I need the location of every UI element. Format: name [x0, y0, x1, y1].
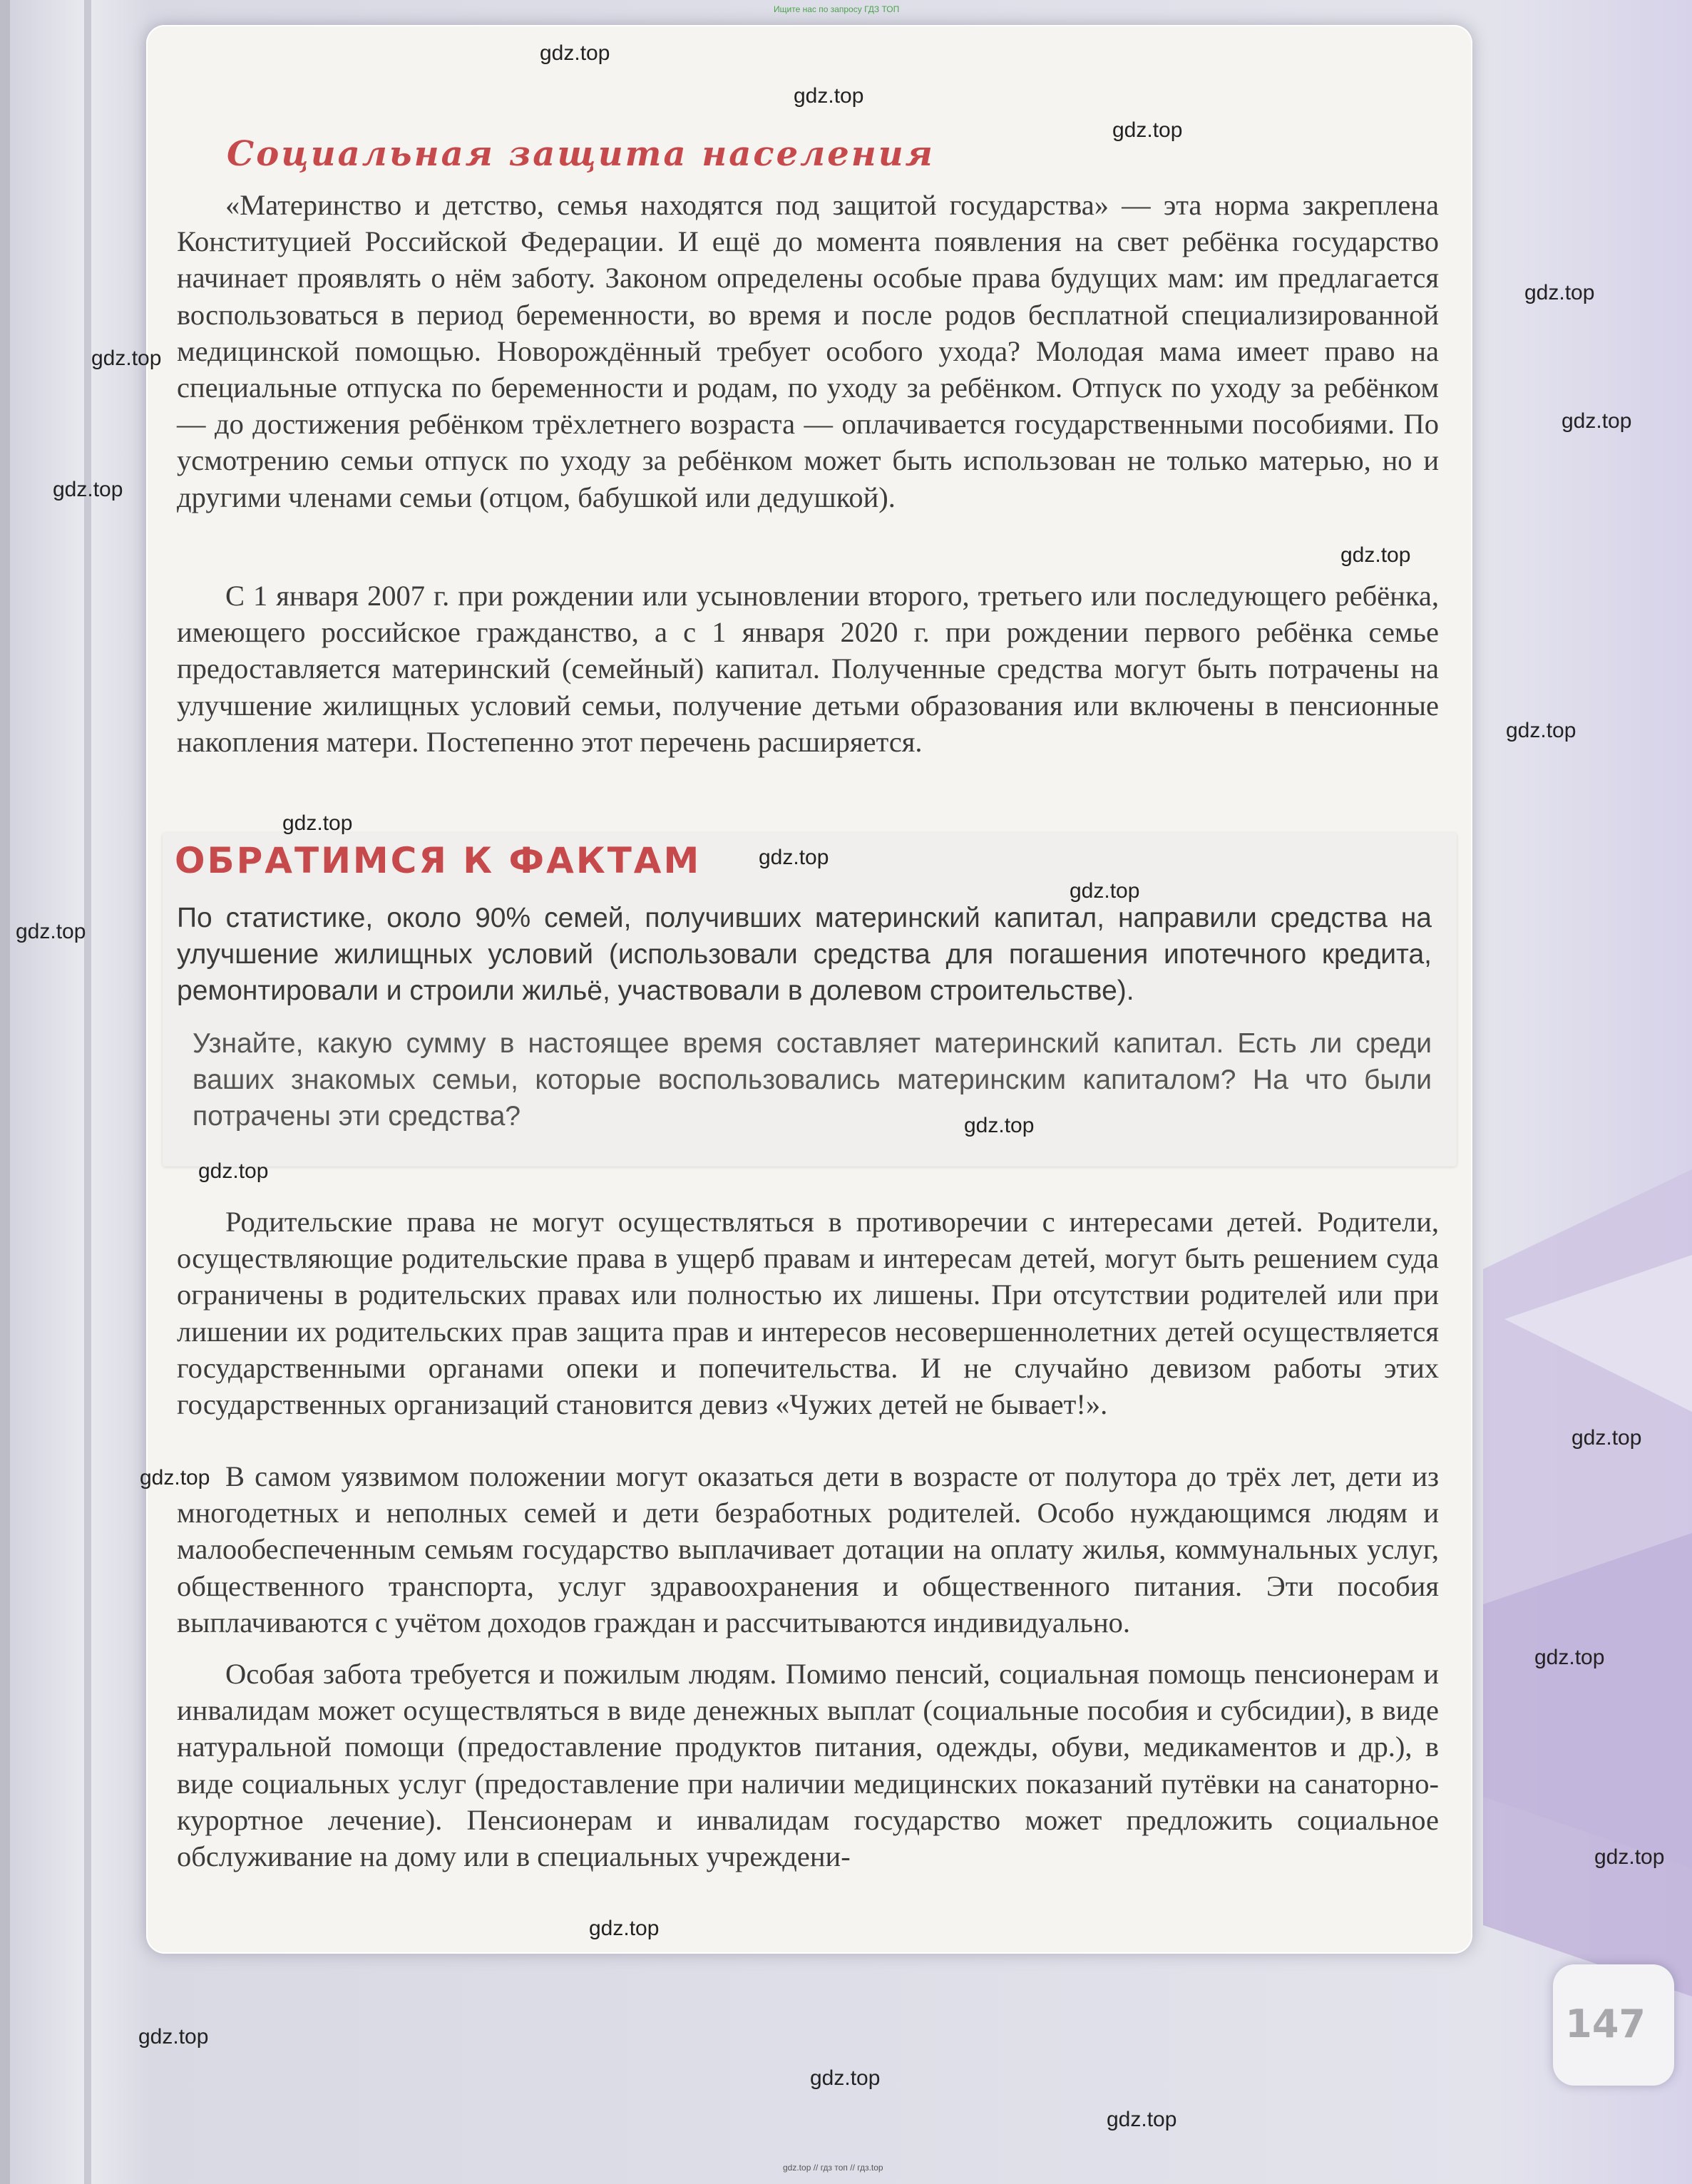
- paragraph-1: «Материнство и детство, семья находятся под защитой государства» — эта норма закреплена Конституцией Российской Федерации. И ещё до момента появления на свет ребёнка государство начинает проявлять о нём заботу. Законом определены особые права будущих мам: им предлагается воспользоваться в период беременности, во время и после родов бесплатной специализированной медицинской помощью. Новорождённый требует особого ухода? Молодая мама имеет право на специальные отпуска по беременности и родам, по уходу за ребёнком. Отпуск по уходу за ребёнком — до достижения ребёнком трёхлетнего возраста — оплачивается государственными пособиями. По усмотрению семьи отпуск по уходу за ребёнком может быть использован не только матерью, но и другими членами семьи (отцом, бабушкой или дедушкой).: [177, 189, 1439, 513]
- watermark: gdz.top: [1594, 1845, 1665, 1869]
- watermark: gdz.top: [1534, 1646, 1605, 1669]
- watermark: gdz.top: [1562, 409, 1632, 433]
- facts-text: По статистике, около 90% семей, получивших материнский капитал, направили средства на улучшение жилищных условий (использовали средства для погашения ипотечного кредита, ремонтировали и строили жильё, участвовали в долевом строительстве).: [177, 903, 1432, 1006]
- watermark: gdz.top: [198, 1159, 269, 1183]
- watermark: gdz.top: [1524, 281, 1595, 304]
- page-number: [1553, 1964, 1674, 2086]
- watermark: gdz.top: [759, 846, 829, 869]
- watermark: gdz.top: [16, 920, 86, 943]
- bottom-note: gdz.top // гдз топ // гдз.top: [783, 2163, 883, 2173]
- facts-question: Узнайте, какую сумму в настоящее время составляет материнский капитал. Есть ли среди ваших знакомых семьи, которые воспользовались материнским капиталом? На что были потрачены эти средства?: [193, 1028, 1432, 1132]
- top-note: Ищите нас по запросу ГДЗ ТОП: [774, 4, 900, 14]
- watermark: gdz.top: [1112, 118, 1183, 142]
- watermark: gdz.top: [1107, 2108, 1177, 2131]
- watermark: gdz.top: [53, 478, 123, 501]
- watermark: gdz.top: [540, 41, 610, 65]
- paragraph-2: С 1 января 2007 г. при рождении или усыновлении второго, третьего или последующего ребёнка, имеющего российское гражданство, а с 1 января 2020 г. при рождении первого ребёнка семье предоставляется материнский (семейный) капитал. Полученные средства могут быть потрачены на улучшение жилищных условий семьи, получение детьми образования или включены в пенсионные накопления матери. Постепенно этот перечень расширяется.: [177, 580, 1439, 758]
- watermark: gdz.top: [1571, 1426, 1642, 1450]
- watermark: gdz.top: [282, 811, 353, 835]
- paragraph-4: В самом уязвимом положении могут оказаться дети в возрасте от полутора до трёх лет, дети из многодетных и неполных семей и дети безработных родителей. Особо нуждающимся людям и малообеспеченным семьям государство выплачивает дотации на оплату жилья, коммунальных услуг, общественного транспорта, услуг здравоохранения и общественного питания. Эти пособия выплачиваются с учётом доходов граждан и рассчитываются индивидуально.: [177, 1460, 1439, 1639]
- section-heading: Социальная защита населения: [227, 134, 935, 174]
- watermark: gdz.top: [810, 2066, 881, 2090]
- watermark: gdz.top: [138, 2025, 209, 2049]
- paragraph-3: Родительские права не могут осуществляться в противоречии с интересами детей. Родители, осуществляющие родительские права в ущерб правам и интересам детей, могут быть решением суда ограничены в родительских правах или полностью их лишены. При отсутствии родителей или при лишении их родительских прав защита прав и интересов несовершеннолетних детей осуществляется государственными органами опеки и попечительства. И не случайно девизом работы этих государственных организаций становится девиз «Чужих детей не бывает!».: [177, 1206, 1439, 1421]
- watermark: gdz.top: [1070, 879, 1140, 903]
- watermark: gdz.top: [964, 1114, 1035, 1137]
- paragraph-5: Особая забота требуется и пожилым людям. Помимо пенсий, социальная помощь пенсионерам и инвалидам может осуществляться в виде денежных выплат (социальные пособия и субсидии), в виде натуральной помощи (предоставление продуктов питания, одежды, обуви, медикаментов и др.), в виде социальных услуг (предоставление при наличии медицинских показаний путёвки на санаторно-курортное лечение). Пенсионерам и инвалидам государство может предложить социальное обслуживание на дому или в специальных учреждени-: [177, 1658, 1439, 1873]
- facts-title: ОБРАТИМСЯ К ФАКТАМ: [175, 840, 702, 881]
- watermark: gdz.top: [794, 84, 864, 108]
- watermark: gdz.top: [1506, 719, 1576, 742]
- watermark: gdz.top: [140, 1466, 210, 1490]
- page-number-text: 147: [1565, 2001, 1646, 2046]
- watermark: gdz.top: [91, 347, 162, 370]
- watermark: gdz.top: [589, 1917, 660, 1940]
- watermark: gdz.top: [1340, 543, 1411, 567]
